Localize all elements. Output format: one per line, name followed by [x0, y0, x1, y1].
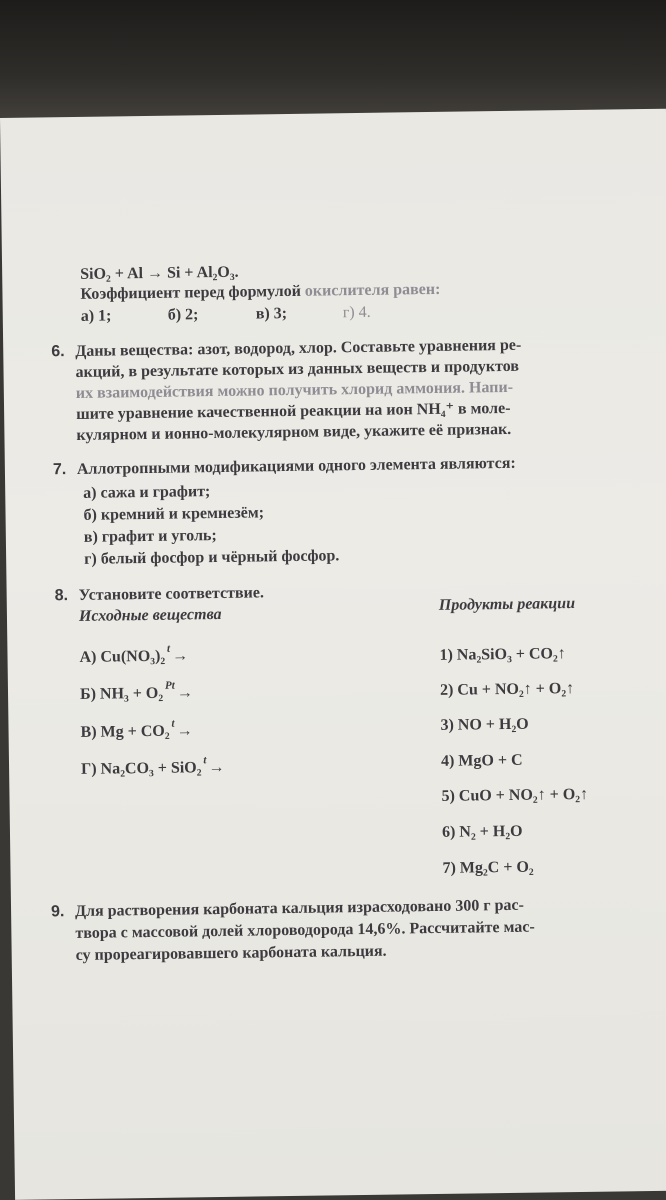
reactant-label: В) [80, 723, 97, 741]
q9-line-1: Для растворения карбоната кальция израсходовано 300 г рас- [74, 896, 524, 921]
q5-option-d: г) 4. [342, 303, 371, 322]
q8-product-2: 2) Cu + NO₂↑ + O₂↑ [439, 680, 575, 699]
q9-line-2: твора с массовой долей хлороводорода 14,6%. Рассчитайте мас- [75, 918, 535, 943]
q8-product-5: 5) CuO + NO₂↑ + O₂↑ [441, 785, 589, 805]
right-arrow-icon: → [176, 684, 194, 702]
right-arrow-icon: → [208, 758, 225, 777]
reactant-label: А) [79, 648, 97, 666]
q6-line-5: кулярном и ионно-молекулярном виде, укажите её признак. [76, 420, 512, 444]
worksheet-page [0, 109, 666, 1200]
q8-reactant-d [80, 754, 225, 781]
q8-number: 8. [54, 587, 69, 605]
q6-line-4: шите уравнение качественной реакции на ион NH₄⁺ в моле- [76, 399, 511, 423]
q6-number: 6. [51, 343, 65, 361]
q8-product-1: 1) Na₂SiO₃ + CO₂↑ [439, 645, 566, 664]
q5-question [80, 280, 440, 305]
reaction-condition: t [171, 717, 175, 730]
q8-reactant-b [79, 679, 194, 706]
q5-equation: SiO₂ + Al → Si + Al₂O₃. [80, 263, 239, 283]
q8-prompt: Установите соответствие. [78, 584, 265, 604]
q8-reactant-a [79, 642, 189, 669]
q5-option-b: б) 2; [167, 306, 199, 324]
q7-option-a: а) сажа и графит; [83, 483, 211, 502]
q8-right-header: Продукты реакции [438, 595, 576, 614]
q8-product-4: 4) MgO + C [440, 751, 523, 770]
q7-option-d: г) белый фосфор и чёрный фосфор. [84, 547, 340, 568]
reaction-condition: t [203, 754, 207, 767]
reactant-label: Г) [80, 760, 97, 778]
q6-line-3: их взаимодействия можно получить хлорид аммония. Напи- [75, 378, 514, 402]
reactant-label: Б) [79, 685, 97, 703]
q7-prompt: Аллотропными модификациями одного элемента являются: [76, 454, 516, 478]
q9-line-3: су прореагировавшего карбоната кальция. [75, 942, 387, 965]
q6-line-2: акций, в результате которых из данных веществ и продуктов [75, 357, 520, 381]
background-desk [0, 0, 666, 125]
q6-line-1: Даны вещества: азот, водород, хлор. Составьте уравнения ре- [75, 336, 522, 360]
q5-option-c: в) 3; [255, 305, 288, 323]
q7-number: 7. [52, 461, 67, 479]
reactant-formula: NH₃ + O₂ [99, 684, 164, 703]
reactant-formula: Na₂CO₃ + SiO₂ [100, 759, 202, 778]
reaction-condition: Pt [164, 679, 175, 692]
right-arrow-icon: → [176, 722, 193, 740]
reactant-formula: Mg + CO₂ [100, 722, 170, 741]
q5-question-lead: Коэффициент перед формулой [80, 282, 305, 303]
q8-reactant-c [80, 717, 193, 744]
right-arrow-icon: → [172, 647, 189, 665]
q8-product-7: 7) Mg₂C + O₂ [442, 858, 534, 877]
q8-product-3: 3) NO + H₂O [440, 715, 529, 734]
q7-option-c: в) графит и уголь; [83, 527, 217, 546]
q5-question-faint: окислителя равен: [304, 280, 441, 300]
q8-product-6: 6) N₂ + H₂O [441, 822, 523, 841]
reaction-condition: t [166, 642, 171, 655]
reactant-formula: Cu(NO₃)₂ [100, 647, 166, 666]
q8-left-header: Исходные вещества [78, 605, 222, 625]
q7-option-b: б) кремний и кремнезём; [83, 504, 265, 524]
q5-option-a: а) 1; [80, 307, 112, 325]
q9-number: 9. [50, 903, 65, 921]
